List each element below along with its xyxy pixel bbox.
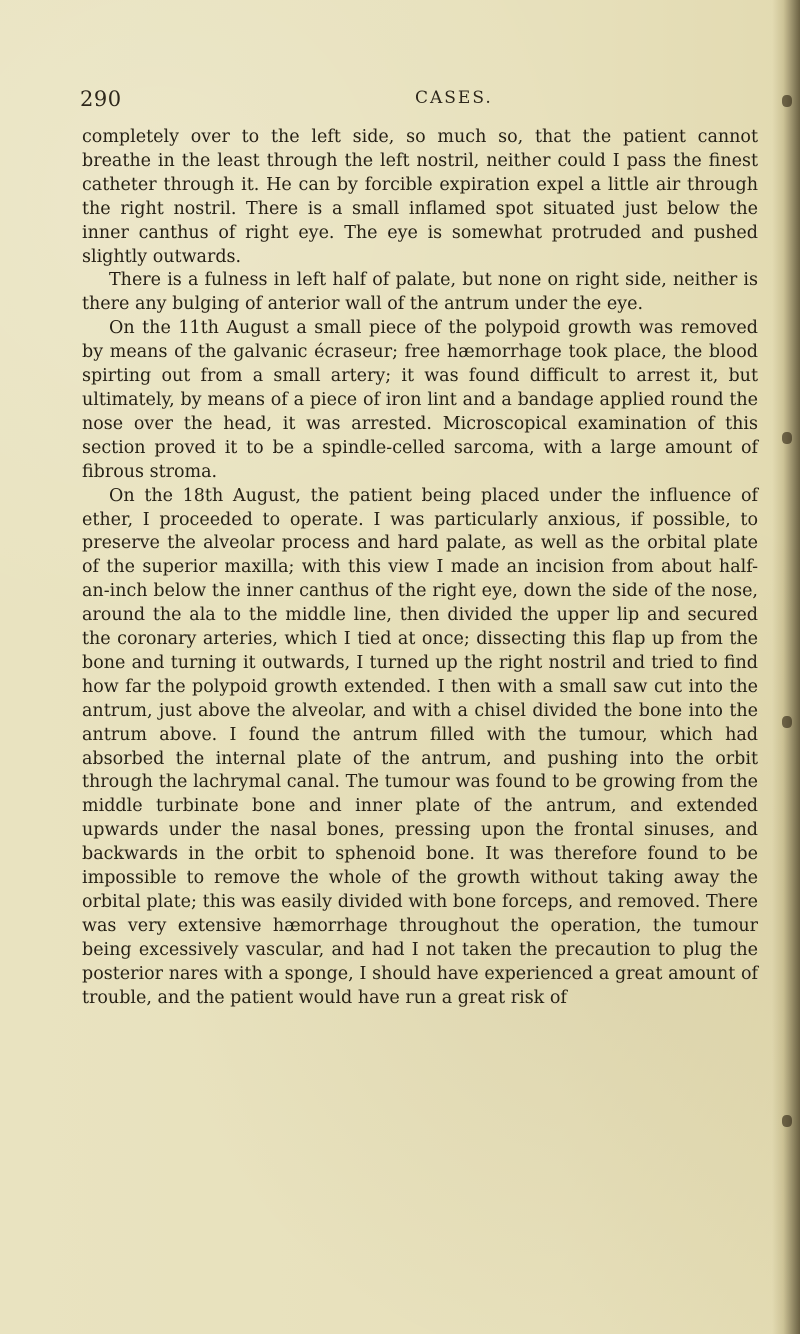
edge-speck <box>782 1115 792 1127</box>
page-number: 290 <box>80 87 122 111</box>
paragraph: completely over to the left side, so much so, that the patient cannot breathe in the least through the left nostril, neither could I pass the finest catheter through it. He can by forcible expiration expel a little air through the right nostril. There is a small inflamed spot situated just below the inner canthus of right eye. The eye is somewhat protruded and pushed slightly outwards. <box>82 127 758 267</box>
paragraph: There is a fulness in left half of palate, but none on right side, neither is there any bulging of anterior wall of the antrum under the eye. <box>82 270 758 315</box>
edge-speck <box>782 95 792 107</box>
body-text <box>82 126 758 1011</box>
paragraph: On the 18th August, the patient being placed under the influence of ether, I proceeded to operate. I was particularly anxious, if possible, to preserve the alveolar process and hard palate, as well as the orbital plate of the superior maxilla; with this view I made an incision from about half-an-inch below the inner canthus of the right eye, down the side of the nose, around the ala to the middle line, then divided the upper lip and secured the coronary arteries, which I tied at once; dissecting this flap up from the bone and turning it outwards, I turned up the right nostril and tried to find how far the polypoid growth extended. I then with a small saw cut into the antrum, just above the alveolar, and with a chisel divided the bone into the antrum above. I found the antrum filled with the tumour, which had absorbed the internal plate of the antrum, and pushing into the orbit through the lachrymal canal. The tumour was found to be growing from the middle turbinate bone and inner plate of the antrum, and extended upwards under the nasal bones, pressing upon the frontal sinuses, and backwards in the orbit to sphenoid bone. It was therefore found to be impossible to remove the whole of the growth without taking away the orbital plate; this was easily divided with bone forceps, and removed. There was very extensive hæmorrhage throughout the operation, the tumour being excessively vascular, and had I not taken the precaution to plug the posterior nares with a sponge, I should have experienced a great amount of trouble, and the patient would have run a great risk of <box>82 485 758 1008</box>
page-header <box>80 87 750 117</box>
paragraph: On the 11th August a small piece of the polypoid growth was removed by means of the galvanic écraseur; free hæmorrhage took place, the blood spirting out from a small artery; it was found difficult to arrest it, but ultimately, by means of a piece of iron lint and a bandage applied round the nose over the head, it was arrested. Microscopical examination of this section proved it to be a spindle-celled sarcoma, with a large amount of fibrous stroma. <box>82 318 758 482</box>
page-edge-shadow <box>772 0 800 1334</box>
running-head: CASES. <box>415 88 493 108</box>
edge-speck <box>782 432 792 444</box>
edge-speck <box>782 716 792 728</box>
